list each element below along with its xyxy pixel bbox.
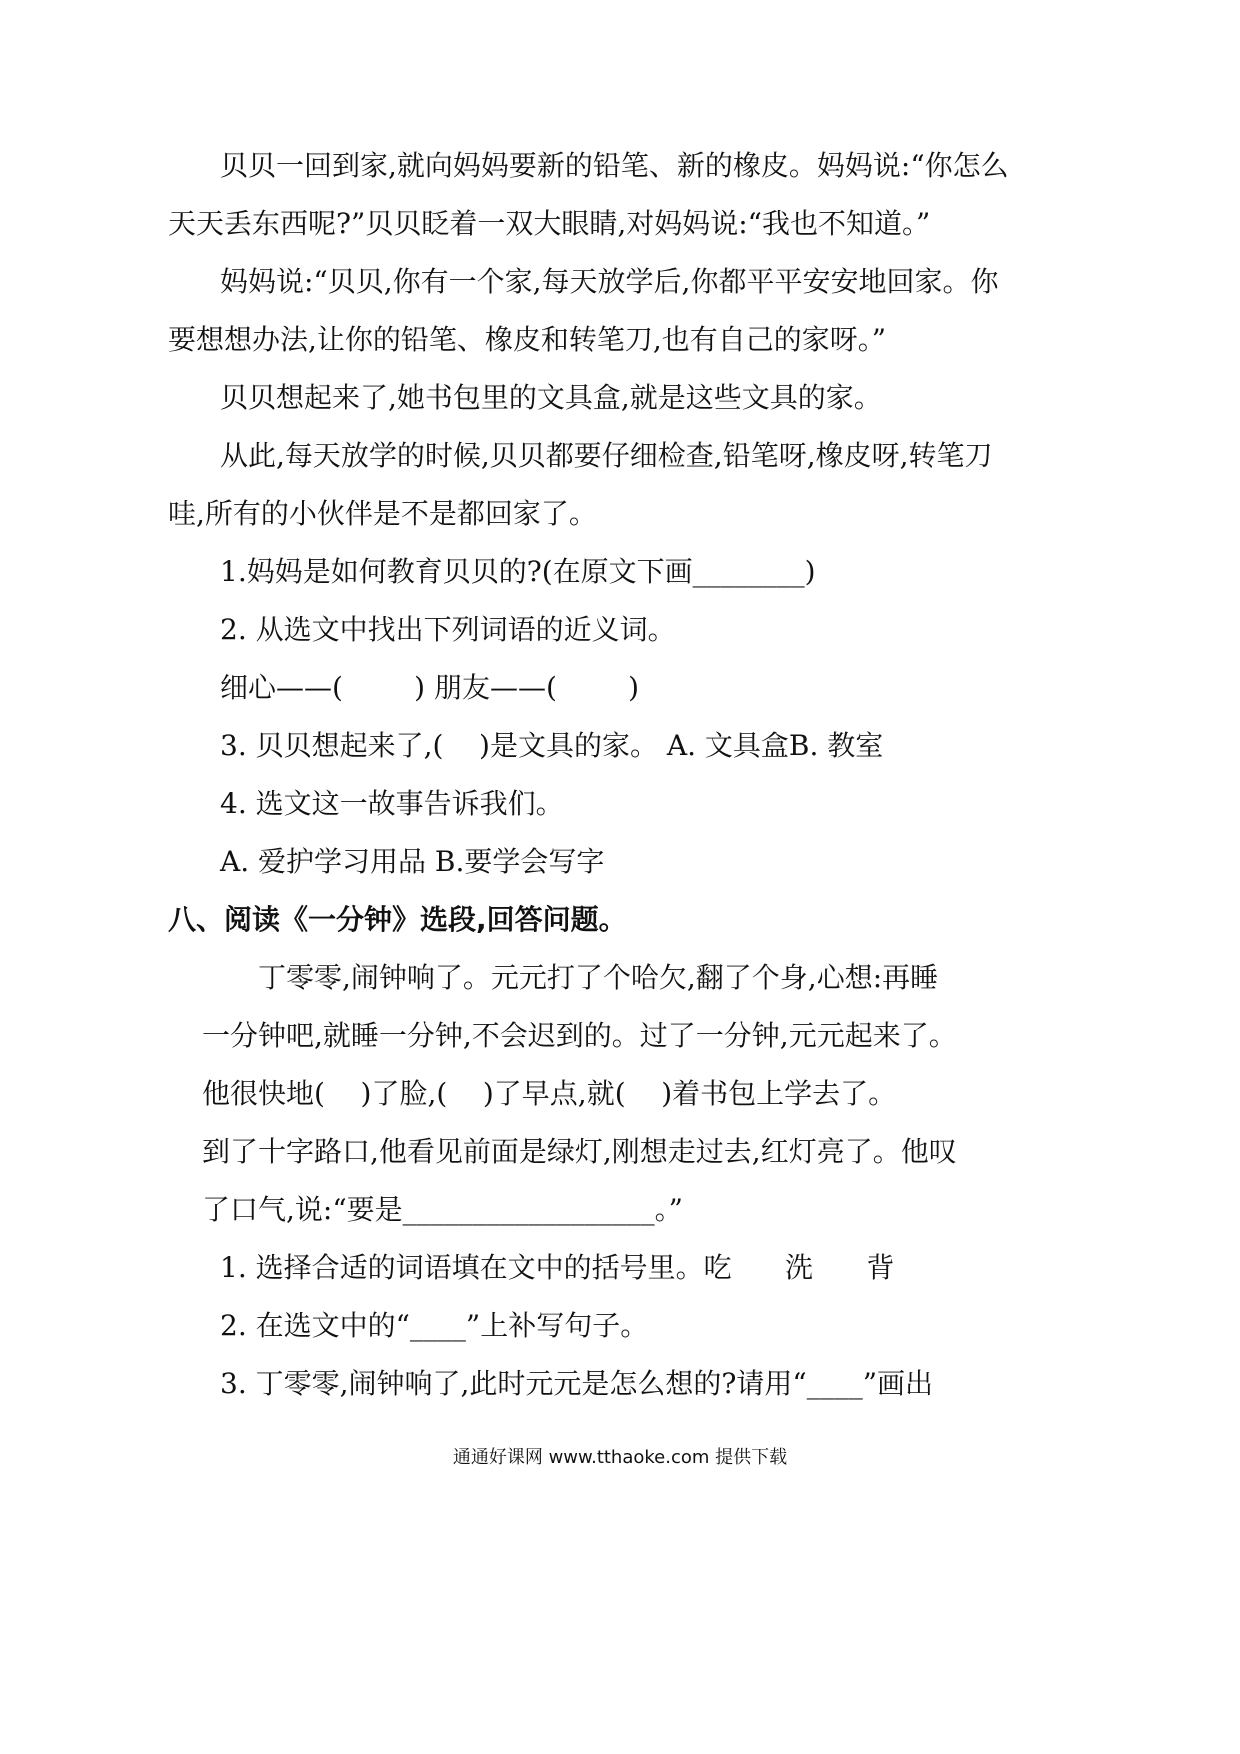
passage-line: 到了十字路口,他看见前面是绿灯,刚想走过去,红灯亮了。他叹: [202, 1135, 957, 1168]
passage-line: 要想想办法,让你的铅笔、橡皮和转笔刀,也有自己的家呀。”: [168, 323, 887, 356]
question-subitem: 细心——( ) 朋友——( ): [220, 671, 640, 704]
passage-line: 从此,每天放学的时候,贝贝都要仔细检查,铅笔呀,橡皮呀,转笔刀: [220, 439, 993, 472]
question-item: 1. 选择合适的词语填在文中的括号里。吃 洗 背: [220, 1251, 895, 1284]
question-options: A. 爱护学习用品 B.要学会写字: [220, 845, 605, 878]
passage-line: 一分钟吧,就睡一分钟,不会迟到的。过了一分钟,元元起来了。: [202, 1019, 957, 1052]
question-item: 2. 在选文中的“____”上补写句子。: [220, 1309, 649, 1342]
passage-line: 丁零零,闹钟响了。元元打了个哈欠,翻了个身,心想:再睡: [258, 961, 939, 994]
section-heading: 八、阅读《一分钟》选段,回答问题。: [168, 903, 627, 936]
question-item: 4. 选文这一故事告诉我们。: [220, 787, 564, 820]
passage-line: 哇,所有的小伙伴是不是都回家了。: [168, 497, 597, 530]
passage-line: 他很快地( )了脸,( )了早点,就( )着书包上学去了。: [202, 1077, 897, 1110]
page-footer: 通通好课网 www.tthaoke.com 提供下载: [452, 1447, 788, 1468]
passage-line: 了口气,说:“要是__________________。”: [202, 1193, 683, 1226]
passage-line: 贝贝想起来了,她书包里的文具盒,就是这些文具的家。: [220, 381, 882, 414]
passage-line: 妈妈说:“贝贝,你有一个家,每天放学后,你都平平安安地回家。你: [220, 265, 999, 298]
question-item: 3. 贝贝想起来了,( )是文具的家。 A. 文具盒B. 教室: [220, 729, 884, 762]
question-item: 1.妈妈是如何教育贝贝的?(在原文下画________): [220, 555, 816, 588]
passage-line: 天天丢东西呢?”贝贝眨着一双大眼睛,对妈妈说:“我也不知道。”: [168, 207, 931, 240]
question-item: 3. 丁零零,闹钟响了,此时元元是怎么想的?请用“____”画出: [220, 1367, 934, 1400]
question-item: 2. 从选文中找出下列词语的近义词。: [220, 613, 676, 646]
passage-line: 贝贝一回到家,就向妈妈要新的铅笔、新的橡皮。妈妈说:“你怎么: [220, 149, 1009, 182]
